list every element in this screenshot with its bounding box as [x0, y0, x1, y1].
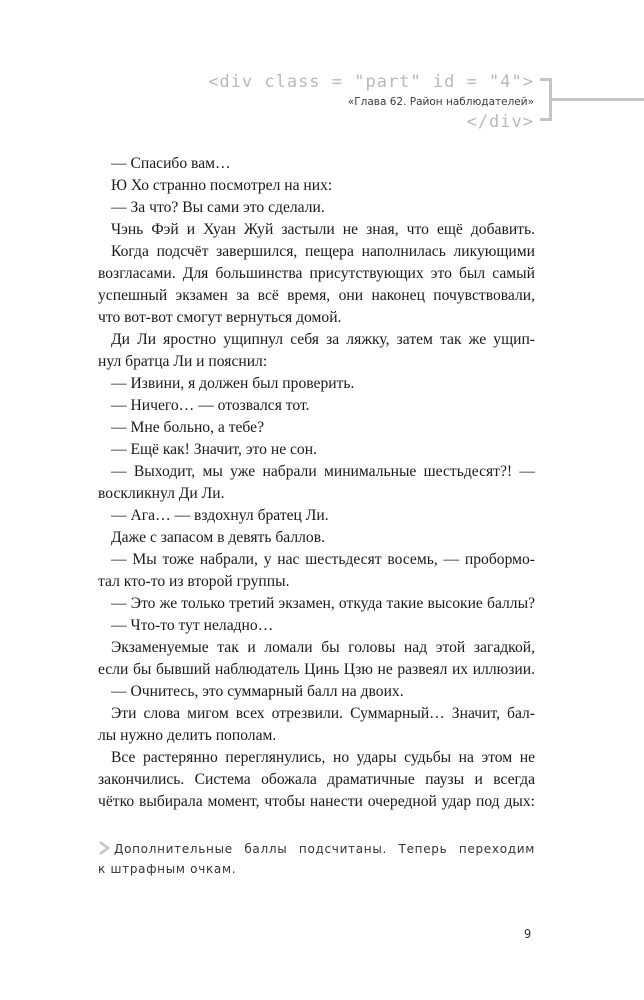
paragraph-line: если бы бывший наблюдатель Цинь Цзю не развеял их иллюзии. — [98, 661, 535, 678]
system-message-line: к штрафным очкам. — [98, 862, 237, 876]
header-close-tag: </div> — [466, 112, 534, 132]
chapter-body — [98, 153, 535, 813]
paragraph-line: воскликнул Ди Ли. — [98, 485, 225, 502]
paragraph-line: Даже с запасом в девять баллов. — [111, 529, 325, 546]
header-rule-decoration — [552, 98, 644, 101]
paragraph-line: — Мы тоже набрали, у нас шестьдесят восемь, — пробормо- — [111, 551, 535, 568]
paragraph-line: закончились. Система обожала драматичные паузы и всегда — [98, 771, 535, 788]
paragraph-line: лы нужно делить пополам. — [98, 727, 277, 744]
paragraph-line: — Мне больно, а тебе? — [111, 419, 265, 436]
system-message-line — [98, 839, 535, 859]
chevron-right-icon — [98, 841, 110, 855]
page-number: 9 — [524, 927, 532, 941]
paragraph-line: — Ничего… — отозвался тот. — [111, 397, 310, 414]
paragraph-line: — Выходит, мы уже набрали минимальные шестьдесят?! — — [111, 463, 535, 480]
paragraph-line: Ди Ли яростно ущипнул себя за ляжку, затем так же ущип- — [111, 331, 535, 348]
header-bracket-decoration — [540, 78, 552, 121]
system-message — [98, 839, 535, 879]
paragraph-line: — Спасибо вам… — [111, 155, 231, 172]
paragraph-line: успешный экзамен за всё время, они наконец почувствовали, — [98, 287, 535, 304]
paragraph-line: Все растерянно переглянулись, но удары судьбы на этом не — [111, 749, 535, 766]
paragraph-line: Чэнь Фэй и Хуан Жуй застыли не зная, что ещё добавить. — [111, 221, 535, 238]
paragraph-line: чётко выбирала момент, чтобы нанести очередной удар под дых: — [98, 793, 535, 810]
paragraph-line: — Очнитесь, это суммарный балл на двоих. — [111, 683, 404, 700]
paragraph-line: нул братца Ли и пояснил: — [98, 353, 268, 370]
paragraph-line: тал кто-то из второй группы. — [98, 573, 290, 590]
system-message-text: Дополнительные баллы подсчитаны. Теперь переходим — [114, 842, 535, 856]
paragraph-line: — За что? Вы сами это сделали. — [111, 199, 325, 216]
paragraph-line: Ю Хо странно посмотрел на них: — [111, 177, 333, 194]
chapter-title: «Глава 62. Район наблюдателей» — [347, 96, 534, 108]
header-open-tag: <div class = "part" id = "4"> — [208, 72, 534, 92]
paragraph-line: что вот-вот смогут вернуться домой. — [98, 309, 342, 326]
paragraph-line: Когда подсчёт завершился, пещера наполнилась ликующими — [111, 243, 535, 260]
paragraph-line: — Извини, я должен был проверить. — [111, 375, 355, 392]
paragraph-line: — Что-то тут неладно… — [111, 617, 274, 634]
paragraph-line: Экзаменуемые так и ломали бы головы над этой загадкой, — [111, 639, 535, 656]
paragraph-line: — Ещё как! Значит, это не сон. — [111, 441, 317, 458]
paragraph-line: возгласами. Для большинства присутствующих это был самый — [98, 265, 535, 282]
chapter-header — [208, 70, 534, 134]
paragraph-line: — Это же только третий экзамен, откуда такие высокие баллы? — [111, 595, 535, 612]
paragraph-line: — Ага… — вздохнул братец Ли. — [111, 507, 329, 524]
paragraph-line: Эти слова мигом всех отрезвили. Суммарный… Значит, бал- — [111, 705, 535, 722]
